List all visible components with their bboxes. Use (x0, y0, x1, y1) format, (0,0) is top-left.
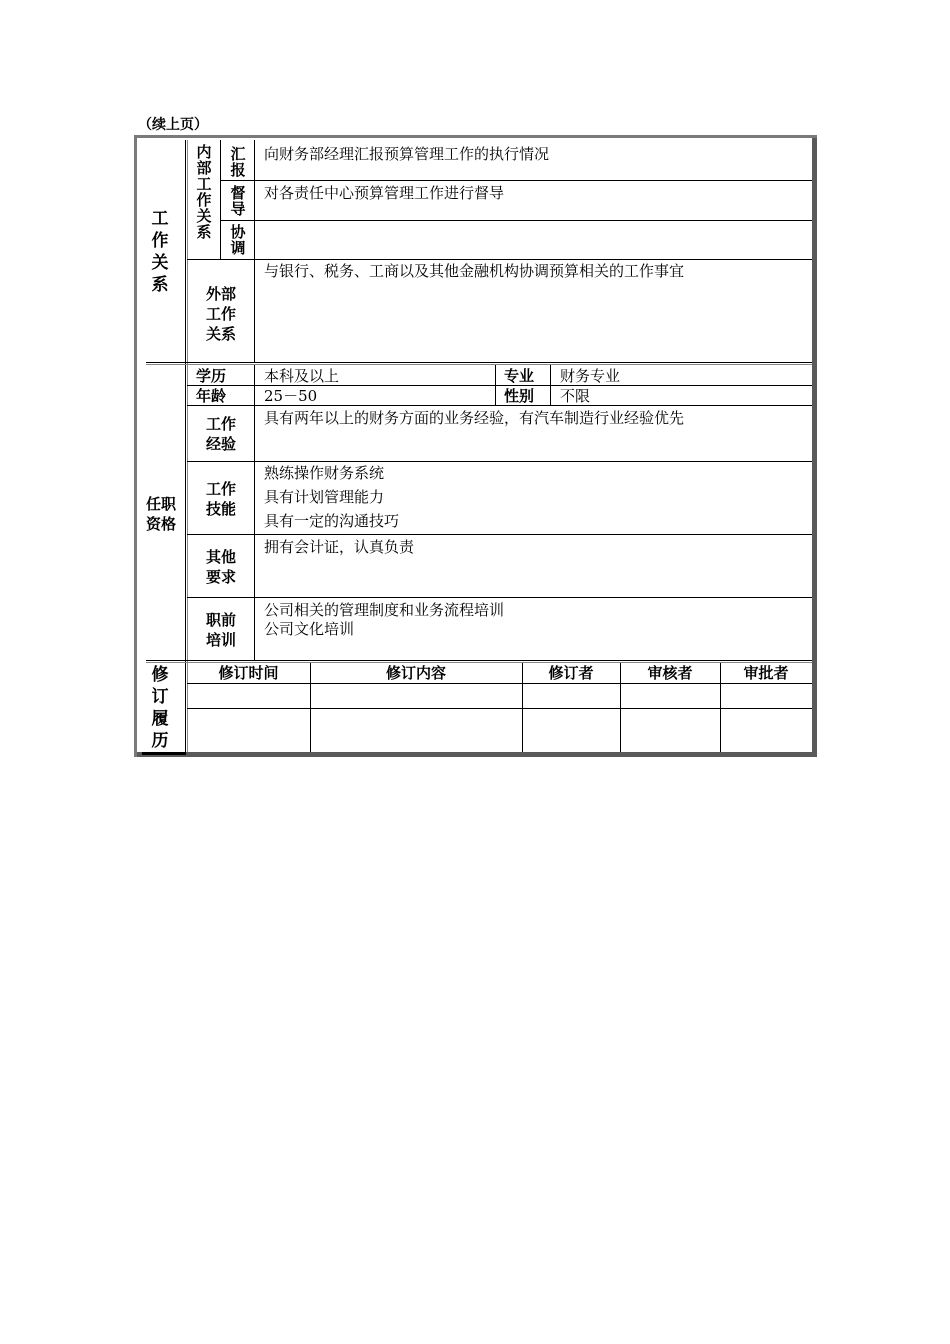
gender-label: 性别 (504, 387, 535, 405)
major-label: 专业 (504, 367, 535, 385)
revision-history-title: 修订履历 (151, 665, 169, 751)
other-requirements-label: 其他要求 (205, 548, 236, 586)
report-text: 向财务部经理汇报预算管理工作的执行情况 (264, 145, 550, 163)
table-border-left (134, 135, 137, 757)
qualifications-title: 任职资格 (145, 495, 176, 533)
revision-header-approver: 审批者 (743, 664, 789, 682)
major-value: 财务专业 (560, 367, 621, 385)
training-item: 公司文化培训 (264, 620, 355, 638)
supervise-label: 督导 (230, 184, 246, 218)
training-label: 职前培训 (205, 611, 236, 649)
internal-relations-title: 内部工作关系 (196, 143, 212, 241)
table-border-bottom (134, 752, 817, 757)
work-relations-title: 工作关系 (151, 209, 169, 295)
report-label: 汇报 (230, 145, 246, 179)
revision-header-reviser: 修订者 (548, 664, 594, 682)
table-border-right (812, 135, 817, 757)
coordinate-label: 协调 (230, 223, 246, 257)
education-label: 学历 (196, 367, 227, 385)
revision-header-reviewer: 审核者 (647, 664, 693, 682)
supervise-text: 对各责任中心预算管理工作进行督导 (264, 184, 505, 202)
skill-item: 熟练操作财务系统 (264, 464, 385, 482)
revision-header-time: 修订时间 (218, 664, 279, 682)
other-requirements-text: 拥有会计证，认真负责 (264, 538, 415, 556)
age-label: 年龄 (196, 387, 227, 405)
age-value: 25－50 (264, 387, 318, 405)
gender-value: 不限 (560, 387, 591, 405)
experience-text: 具有两年以上的财务方面的业务经验，有汽车制造行业经验优先 (264, 409, 685, 427)
training-item: 公司相关的管理制度和业务流程培训 (264, 601, 505, 619)
continued-label: （续上页） (138, 117, 208, 133)
skill-item: 具有计划管理能力 (264, 488, 385, 506)
external-relations-title: 外部工作关系 (205, 285, 236, 343)
skill-item: 具有一定的沟通技巧 (264, 512, 400, 530)
external-relations-text: 与银行、税务、工商以及其他金融机构协调预算相关的工作事宜 (264, 262, 685, 280)
education-value: 本科及以上 (264, 367, 340, 385)
skills-label: 工作技能 (205, 480, 236, 518)
revision-header-content: 修订内容 (385, 664, 446, 682)
experience-label: 工作经验 (205, 415, 236, 453)
table-border-top (134, 135, 817, 138)
